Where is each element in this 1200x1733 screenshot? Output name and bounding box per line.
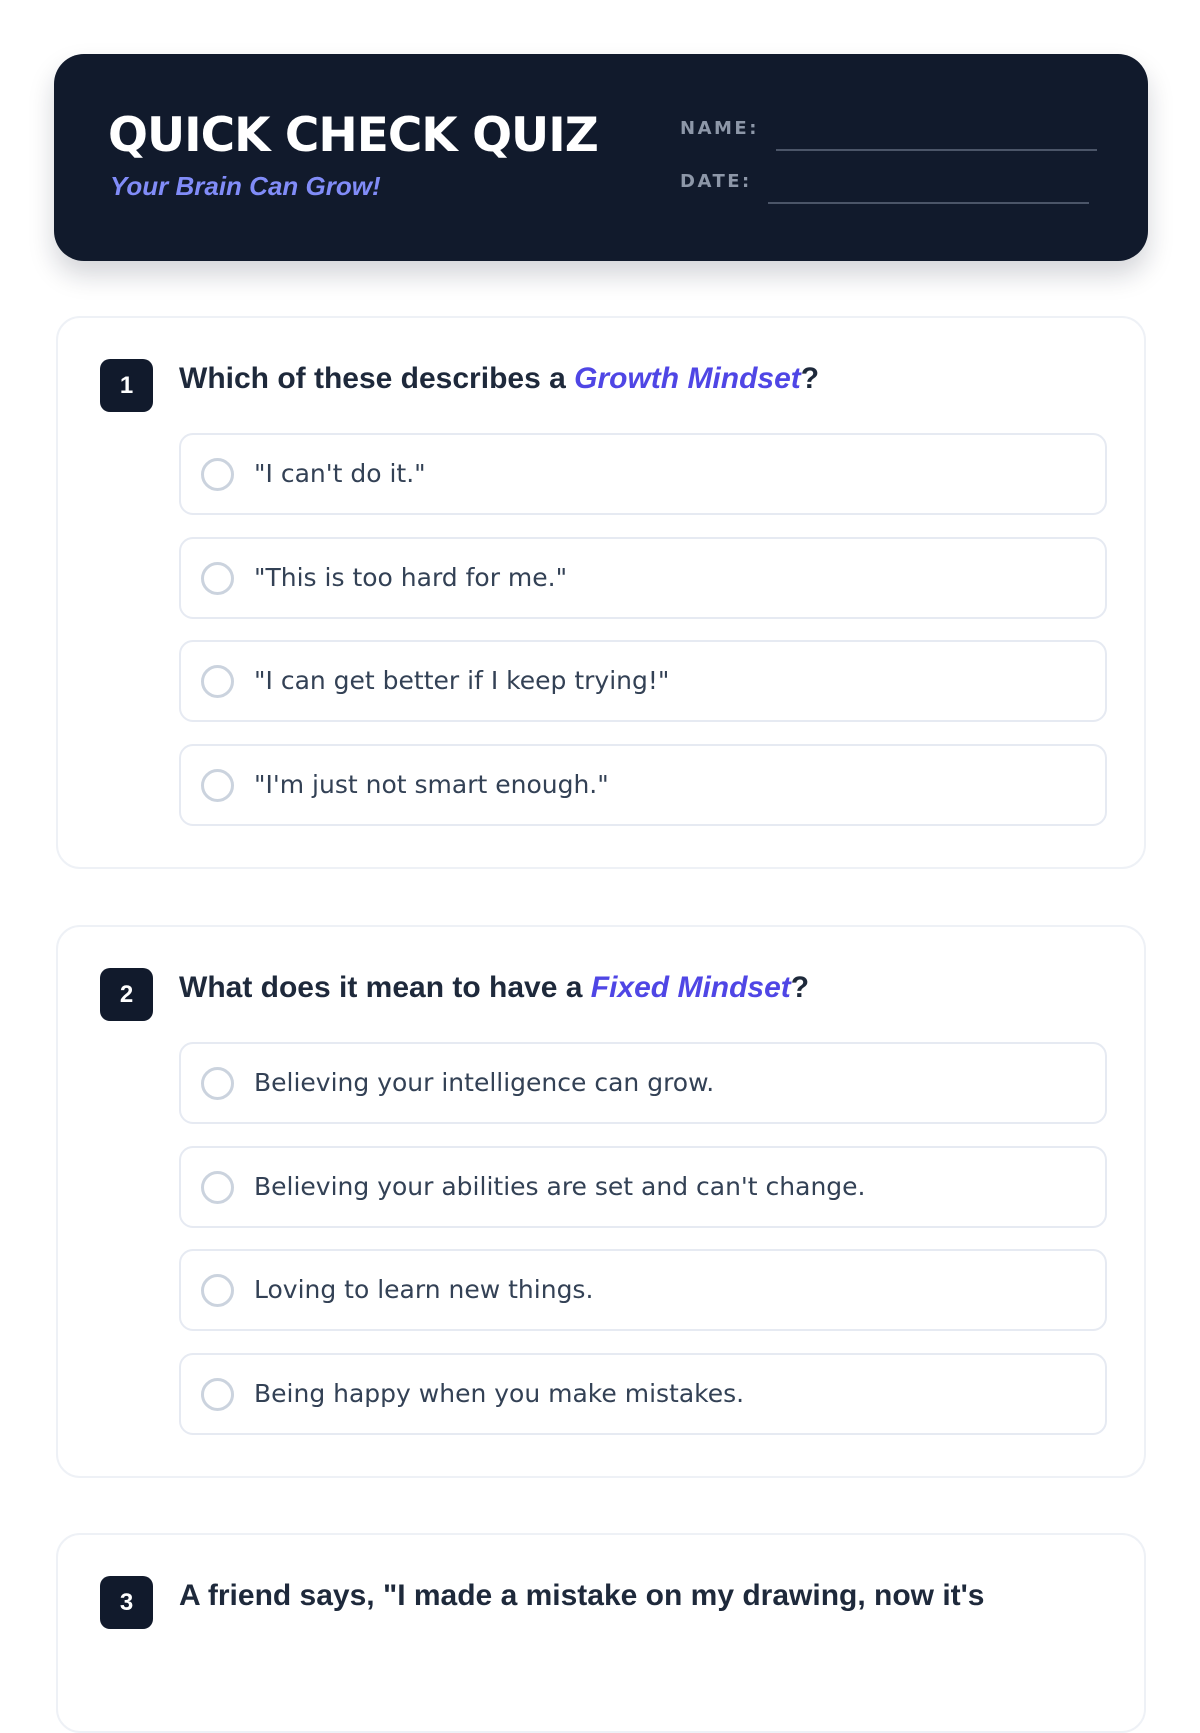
answer-option[interactable] bbox=[179, 640, 1107, 722]
question-number-badge: 3 bbox=[100, 1576, 153, 1629]
question-text bbox=[179, 971, 809, 1005]
radio-button[interactable] bbox=[201, 665, 234, 698]
radio-button[interactable] bbox=[201, 562, 234, 595]
question-text-suffix: ? bbox=[790, 971, 810, 1004]
question-text-prefix: What does it mean to have a bbox=[179, 971, 591, 1004]
answer-option-label: Being happy when you make mistakes. bbox=[254, 1379, 745, 1408]
radio-button[interactable] bbox=[201, 1171, 234, 1204]
quiz-title: QUICK CHECK QUIZ bbox=[108, 108, 598, 163]
answer-option-label: "I can get better if I keep trying!" bbox=[254, 666, 670, 695]
question-card-3 bbox=[56, 1533, 1146, 1733]
radio-button[interactable] bbox=[201, 1274, 234, 1307]
answer-option[interactable] bbox=[179, 744, 1107, 826]
answer-option[interactable] bbox=[179, 537, 1107, 619]
radio-button[interactable] bbox=[201, 769, 234, 802]
question-card-1 bbox=[56, 316, 1146, 869]
answer-option-label: "I'm just not smart enough." bbox=[254, 770, 609, 799]
name-label: NAME: bbox=[680, 118, 759, 139]
question-highlight: Growth Mindset bbox=[574, 362, 801, 395]
question-number-badge: 2 bbox=[100, 968, 153, 1021]
question-highlight: Fixed Mindset bbox=[590, 971, 791, 1004]
answer-option-label: "This is too hard for me." bbox=[254, 563, 568, 592]
answer-option[interactable] bbox=[179, 1249, 1107, 1331]
radio-button[interactable] bbox=[201, 1067, 234, 1100]
answer-option-label: Believing your abilities are set and can't change. bbox=[254, 1172, 866, 1201]
answer-option[interactable] bbox=[179, 1146, 1107, 1228]
question-text-prefix: A friend says, "I made a mistake on my drawing, now it's bbox=[179, 1579, 985, 1612]
answer-option-label: Believing your intelligence can grow. bbox=[254, 1068, 715, 1097]
answer-option-label: Loving to learn new things. bbox=[254, 1275, 594, 1304]
quiz-subtitle: Your Brain Can Grow! bbox=[110, 171, 381, 201]
question-number-badge: 1 bbox=[100, 359, 153, 412]
answer-option[interactable] bbox=[179, 433, 1107, 515]
date-field[interactable] bbox=[768, 202, 1089, 204]
question-text bbox=[179, 362, 819, 396]
question-text-prefix: Which of these describes a bbox=[179, 362, 575, 395]
question-text bbox=[179, 1579, 984, 1613]
question-text-suffix: ? bbox=[800, 362, 820, 395]
answer-option-label: "I can't do it." bbox=[254, 459, 426, 488]
date-label: DATE: bbox=[680, 171, 752, 192]
answer-option[interactable] bbox=[179, 1353, 1107, 1435]
question-card-2 bbox=[56, 925, 1146, 1478]
quiz-header bbox=[54, 54, 1148, 261]
radio-button[interactable] bbox=[201, 458, 234, 491]
name-field[interactable] bbox=[776, 149, 1097, 151]
radio-button[interactable] bbox=[201, 1378, 234, 1411]
answer-option[interactable] bbox=[179, 1042, 1107, 1124]
